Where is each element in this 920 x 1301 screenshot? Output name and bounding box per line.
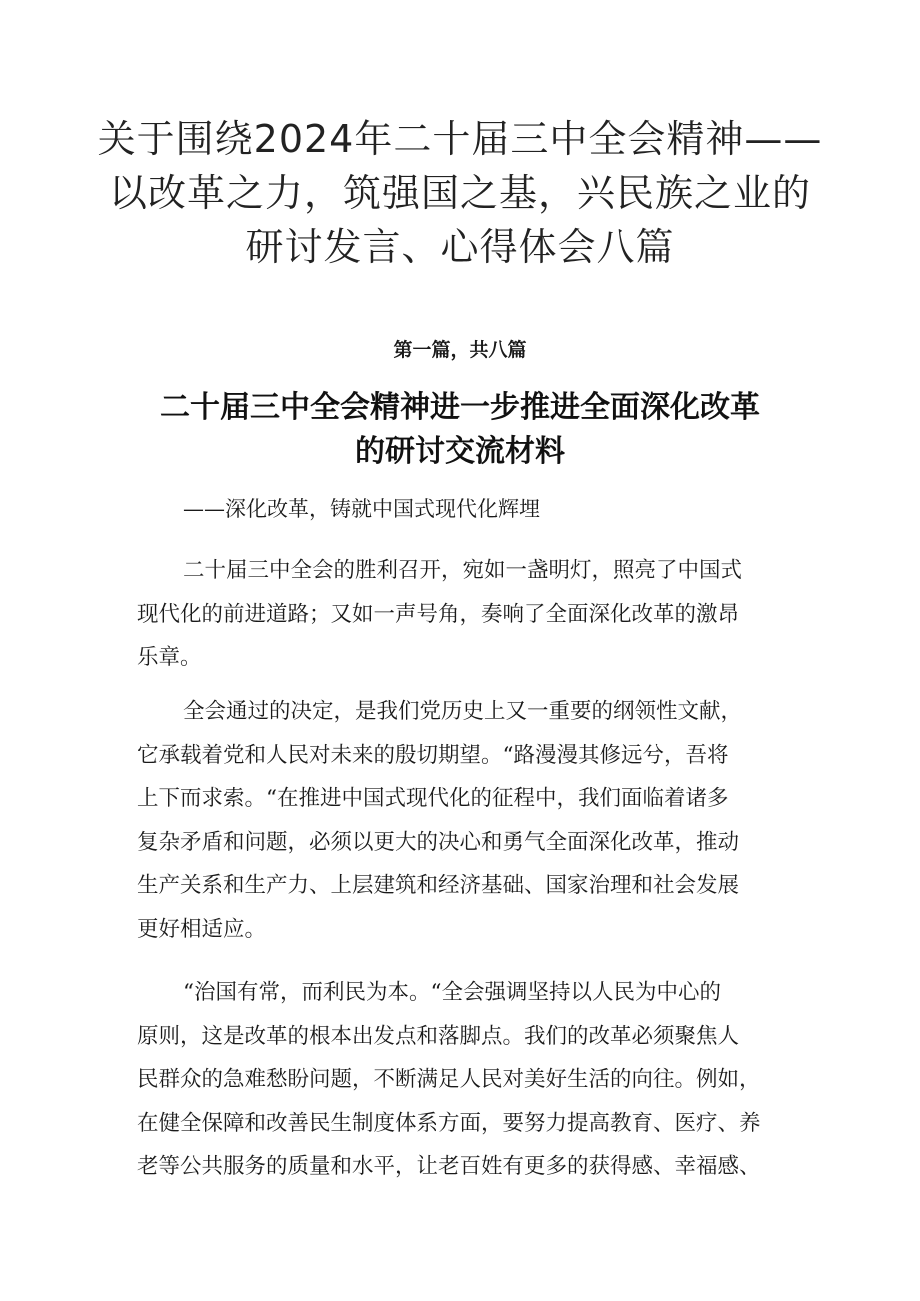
paragraph-line: “治国有常，而利民为本。“全会强调坚持以人民为中心的 [183,980,721,1005]
section-title [60,386,860,474]
paragraph-3 [137,971,787,1189]
paragraph-line: 老等公共服务的质量和水平，让老百姓有更多的获得感、幸福感、 [137,1154,761,1180]
paragraph-line: 上下而求索。“在推进中国式现代化的征程中，我们面临着诸多 [137,786,729,812]
section-title-line: 二十届三中全会精神进一步推进全面深化改革 [160,390,760,425]
part-label: 第一篇，共八篇 [393,339,527,361]
paragraph-line: 原则，这是改革的根本出发点和落脚点。我们的改革必须聚焦人 [137,1023,740,1049]
paragraph-line: 它承载着党和人民对未来的殷切期望。“路漫漫其修远兮，吾将 [137,742,729,768]
paragraph-line: 民群众的急难愁盼问题，不断满足人民对美好生活的向往。例如， [137,1067,761,1093]
paragraph-line: 在健全保障和改善民生制度体系方面，要努力提高教育、医疗、养 [137,1110,761,1136]
paragraph-line: 生产关系和生产力、上层建筑和经济基础、国家治理和社会发展 [137,873,740,899]
paragraph-line: 二十届三中全会的胜利召开，宛如一盏明灯，照亮了中国式 [183,558,743,583]
paragraph-1 [137,549,787,680]
paragraph-line: 全会通过的决定，是我们党历史上又一重要的纲领性文献， [183,699,743,724]
title-line: 关于围绕2024年二十届三中全会精神—— [97,117,823,161]
paragraph-line: 现代化的前进道路；又如一声号角，奏响了全面深化改革的激昂 [137,601,740,627]
paragraph-line: 乐章。 [137,645,202,671]
paragraph-line: 复杂矛盾和问题，必须以更大的决心和勇气全面深化改革，推动 [137,829,740,855]
section-title-line: 的研讨交流材料 [355,434,565,469]
title-line: 以改革之力，筑强国之基，兴民族之业的 [108,171,811,215]
section-subtitle: ——深化改革，铸就中国式现代化辉埋 [183,497,540,521]
title-line: 研讨发言、心得体会八篇 [245,225,675,269]
paragraph-2 [137,690,787,952]
paragraph-line: 更好相适应。 [137,916,267,942]
document-title [60,112,860,274]
